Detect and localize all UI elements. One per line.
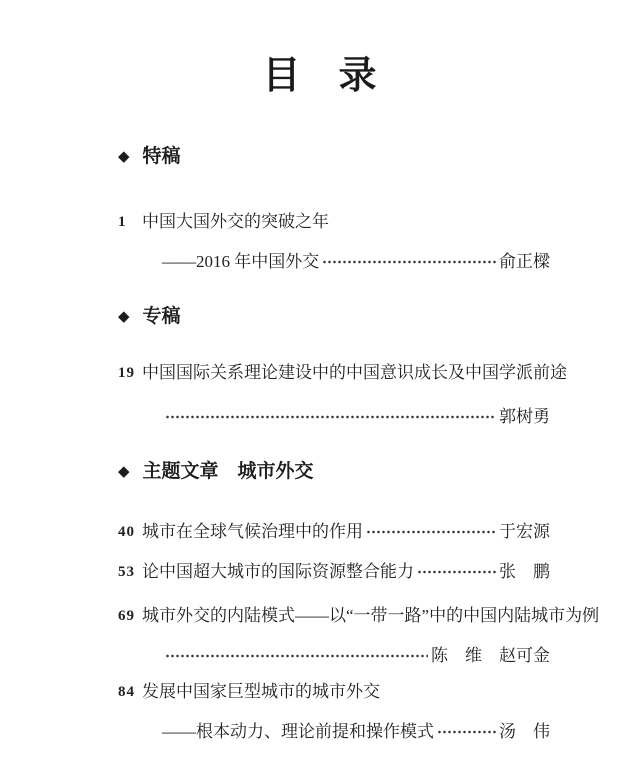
entry-author: 汤 伟: [499, 722, 550, 741]
entry-page-number: 40: [118, 524, 135, 540]
section-header-zhuangao: [118, 306, 550, 328]
entry-author: 陈 维 赵可金: [431, 646, 550, 665]
entry-page-number: 84: [118, 684, 135, 700]
dot-leader: [165, 645, 428, 667]
entry-author: 俞正樑: [499, 252, 550, 271]
entry-title: 城市在全球气候治理中的作用: [142, 522, 363, 541]
toc-entry: [118, 605, 600, 627]
toc-entry-continuation: [118, 645, 550, 667]
entry-title: 中国国际关系理论建设中的中国意识成长及中国学派前途: [142, 363, 567, 382]
diamond-bullet-icon: ◆: [118, 464, 130, 480]
entry-page-number: 1: [118, 214, 127, 230]
dot-leader: [417, 561, 496, 583]
entry-subtitle: ——根本动力、理论前提和操作模式: [162, 722, 434, 741]
entry-page-number: 19: [118, 365, 135, 381]
entry-subtitle: ——2016 年中国外交: [162, 252, 320, 271]
entry-title: 论中国超大城市的国际资源整合能力: [142, 562, 414, 581]
section-label: 主题文章 城市外交: [142, 461, 314, 482]
section-header-zhuti-chengshi-waijiao: [118, 461, 550, 483]
entry-author: 于宏源: [499, 522, 550, 541]
entry-page-number: 69: [118, 608, 135, 624]
dot-leader: [366, 521, 496, 543]
entry-title: 发展中国家巨型城市的城市外交: [142, 682, 380, 701]
toc-entry: [118, 521, 550, 543]
toc-entry-continuation: [118, 251, 550, 273]
entry-title: 城市外交的内陆模式——以“一带一路”中的中国内陆城市为例: [142, 606, 600, 625]
entry-page-number: 53: [118, 564, 135, 580]
section-label: 专稿: [142, 306, 181, 327]
diamond-bullet-icon: ◆: [118, 149, 130, 165]
toc-entry-continuation: [118, 406, 550, 428]
entry-author: 张 鹏: [499, 562, 550, 581]
dot-leader: [165, 406, 496, 428]
entry-title: 中国大国外交的突破之年: [142, 212, 329, 231]
toc-entry-continuation: [118, 721, 550, 743]
toc-entry: [118, 681, 550, 703]
toc-entry: [118, 561, 550, 583]
page-title: 目 录: [262, 55, 377, 97]
diamond-bullet-icon: ◆: [118, 309, 130, 325]
dot-leader: [322, 251, 496, 273]
toc-content: [118, 146, 600, 743]
toc-entry: [118, 211, 550, 233]
toc-entry: [118, 362, 567, 384]
dot-leader: [437, 721, 496, 743]
section-label: 特稿: [142, 146, 181, 167]
section-header-tegao: [118, 146, 550, 168]
entry-author: 郭树勇: [499, 407, 550, 426]
